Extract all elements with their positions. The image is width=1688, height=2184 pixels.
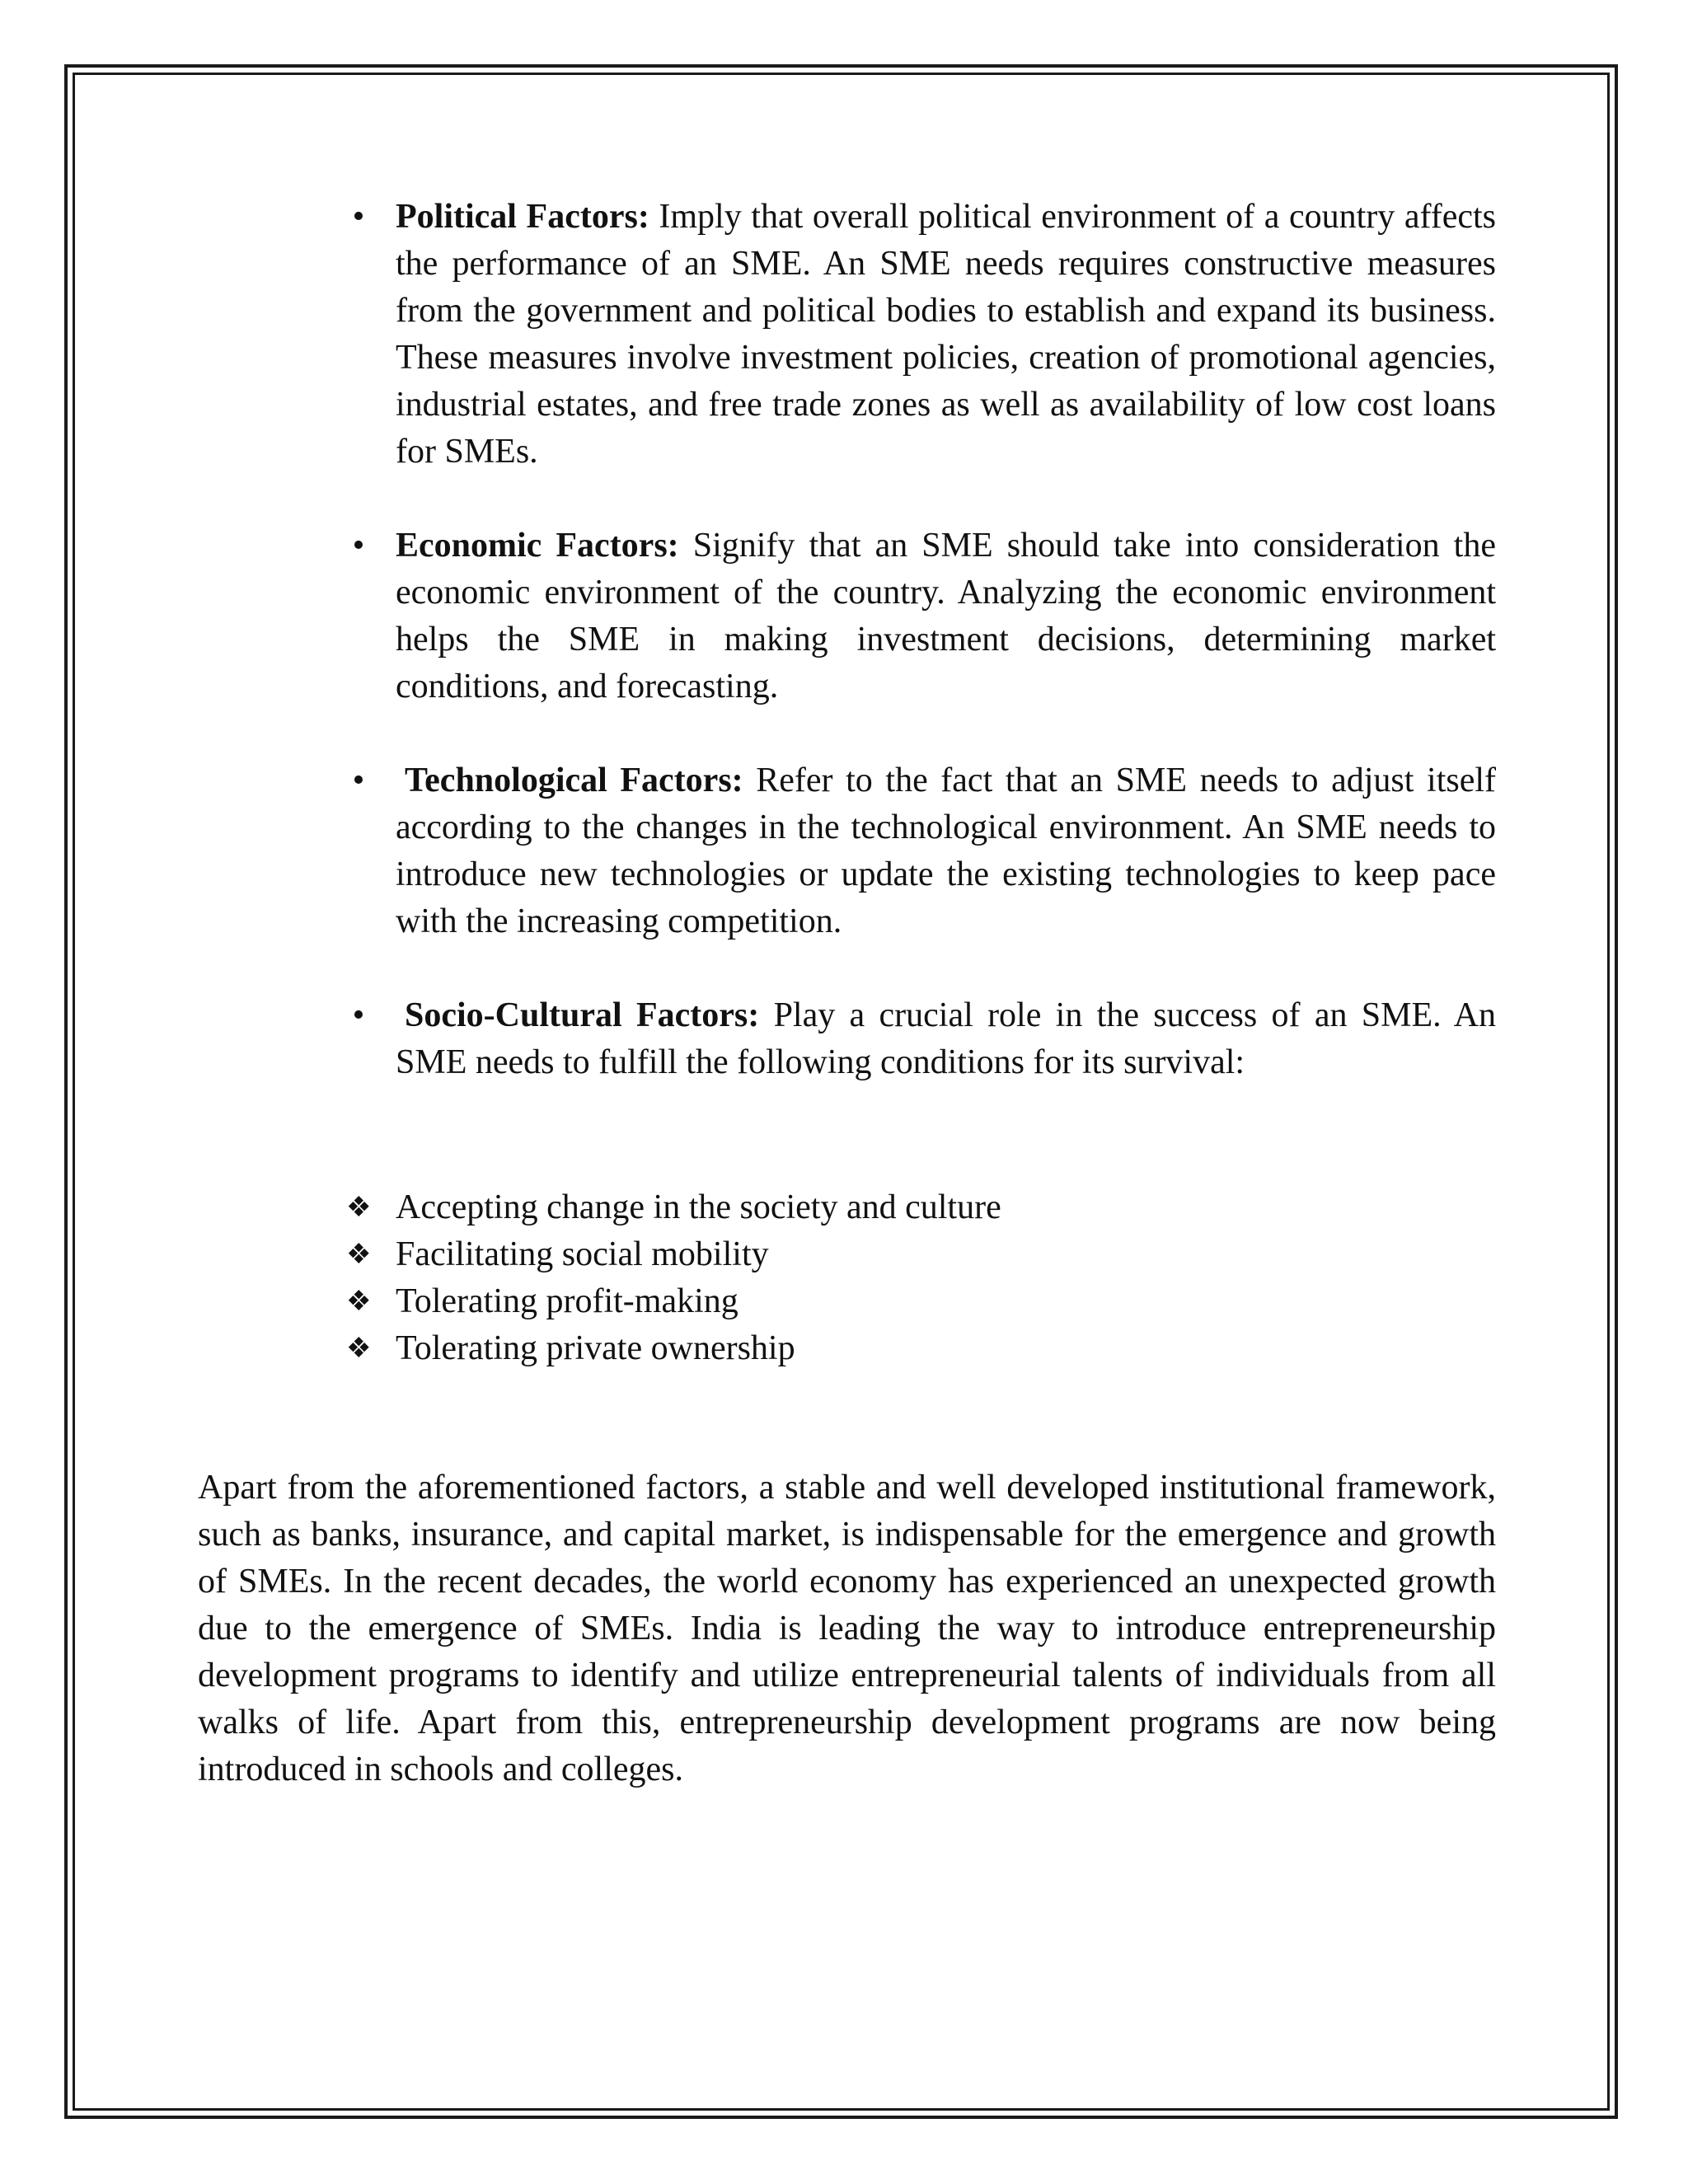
- factor-list: [346, 194, 1496, 1133]
- condition-item: [346, 1325, 1001, 1372]
- bullet-icon: •: [352, 198, 365, 236]
- factor-body: Signify that an SME should take into consideration the economic environment of the country. Analyzing the economic environment helps the SME in making investment decisions, determining market conditions, and forecasting.: [396, 527, 1496, 705]
- factor-item-political: [346, 194, 1496, 476]
- condition-text: Tolerating private ownership: [396, 1329, 795, 1367]
- factor-body: Refer to the fact that an SME needs to adjust itself according to the changes in the technological environment. An SME needs to introduce new technologies or update the existing technologies to keep pace with the increasing competition.: [396, 762, 1496, 940]
- factor-item-socio-cultural: [346, 992, 1496, 1086]
- bullet-icon: •: [352, 996, 365, 1034]
- condition-text: Facilitating social mobility: [396, 1235, 769, 1273]
- diamond-bullet-icon: ❖: [346, 1286, 372, 1317]
- condition-item: [346, 1231, 1001, 1278]
- factor-title: Political Factors:: [396, 198, 649, 236]
- factor-title: Economic Factors:: [396, 527, 679, 565]
- condition-text: Tolerating profit-making: [396, 1282, 738, 1320]
- diamond-bullet-icon: ❖: [346, 1193, 372, 1223]
- bullet-icon: •: [352, 527, 365, 565]
- diamond-bullet-icon: ❖: [346, 1240, 372, 1270]
- condition-list: [346, 1184, 1001, 1372]
- condition-item: [346, 1278, 1001, 1325]
- factor-body: Imply that overall political environment of a country affects the performance of an SME. An SME needs requires constructive measures from the government and political bodies to establish and expand its business. These measures involve investment policies, creation of promotional agencies, industrial estates, and free trade zones as well as availability of low cost loans for SMEs.: [396, 198, 1496, 471]
- condition-item: [346, 1184, 1001, 1231]
- diamond-bullet-icon: ❖: [346, 1333, 372, 1364]
- factor-body: Play a crucial role in the success of an SME. An SME needs to fulfill the following conditions for its survival:: [396, 996, 1496, 1081]
- bullet-icon: •: [352, 762, 365, 799]
- factor-title: Socio-Cultural Factors:: [405, 996, 760, 1034]
- condition-text: Accepting change in the society and culture: [396, 1188, 1001, 1226]
- closing-paragraph: Apart from the aforementioned factors, a stable and well developed institutional framework, such as banks, insurance, and capital market, is indispensable for the emergence and growth of SMEs. In the recent decades, the world economy has experienced an unexpected growth due to the emergence of SMEs. India is leading the way to introduce entrepreneurship development programs to identify and utilize entrepreneurial talents of individuals from all walks of life. Apart from this, entrepreneurship development programs are now being introduced in schools and colleges.: [198, 1469, 1496, 1788]
- factor-item-technological: [346, 757, 1496, 945]
- factor-item-economic: [346, 523, 1496, 710]
- factor-title: Technological Factors:: [405, 762, 743, 799]
